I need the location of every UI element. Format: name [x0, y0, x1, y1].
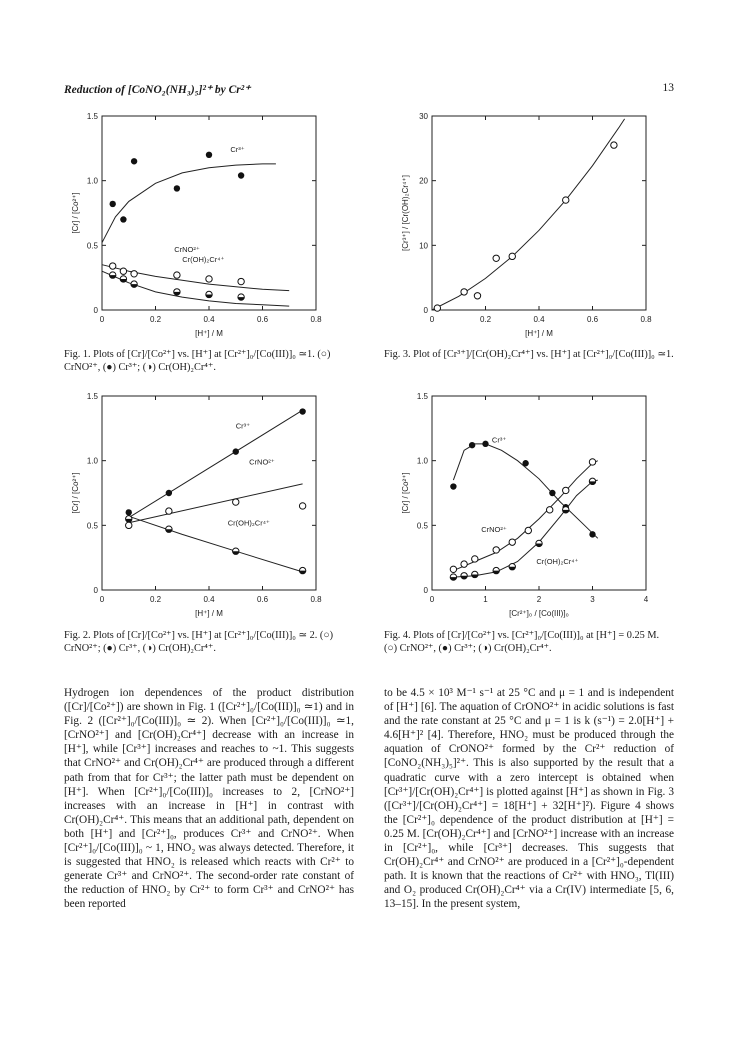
x-tick-label: 3: [590, 595, 595, 604]
data-point: [493, 567, 499, 573]
x-axis-label: [H⁺] / M: [195, 609, 223, 618]
data-point: [206, 152, 212, 158]
y-tick-label: 0: [423, 586, 428, 595]
data-point: [589, 531, 595, 537]
x-tick-label: 1: [483, 595, 488, 604]
series-curve: [102, 265, 289, 291]
figure-4-caption: Fig. 4. Plots of [Cr]/[Co²⁺] vs. [Cr²⁺]₀/[Co(III)]₀ at [H⁺] = 0.25 M. (○) CrNO²⁺, (●) Cr³⁺; (◑) Cr(OH)₂Cr⁴⁺.: [384, 630, 660, 654]
chart-svg: [58, 110, 328, 342]
data-point: [166, 490, 172, 496]
y-tick-label: 0: [93, 586, 98, 595]
data-point: [131, 158, 137, 164]
series-label: Cr(OH)₂Cr⁴⁺: [227, 518, 270, 528]
data-point: [131, 281, 137, 287]
data-point: [563, 507, 569, 513]
y-tick-label: 1.5: [416, 392, 428, 401]
series-curve: [102, 271, 289, 306]
figure-1-caption: Fig. 1. Plots of [Cr]/[Co²⁺] vs. [H⁺] at [Cr²⁺]₀/[Co(III)]₀ ≃1. (○) CrNO²⁺, (●) Cr³⁺; (◑) Cr(OH)₂Cr⁴⁺.: [64, 349, 331, 373]
data-point: [299, 567, 305, 573]
y-axis-label: [Cr] / [Co²⁺]: [71, 472, 80, 514]
y-tick-label: 20: [419, 176, 428, 186]
x-tick-label: 0.6: [586, 315, 599, 324]
running-title: Reduction of [CoNO₂(NH₃)₅]²⁺ by Cr²⁺: [64, 84, 251, 96]
x-tick-label: 0.4: [533, 315, 545, 324]
series-label: Cr³⁺: [230, 145, 245, 155]
data-point: [174, 289, 180, 295]
data-point: [472, 556, 478, 562]
x-tick-label: 0.4: [203, 595, 215, 604]
data-point: [126, 522, 132, 528]
data-point: [461, 561, 467, 567]
data-point: [509, 253, 515, 259]
y-tick-label: 1.5: [86, 392, 98, 401]
data-point: [611, 142, 617, 148]
series-curve: [129, 410, 303, 517]
y-tick-label: 0: [423, 306, 428, 315]
x-tick-label: 0.6: [256, 315, 269, 324]
figure-4-chart: [388, 390, 658, 622]
data-point: [174, 185, 180, 191]
data-point: [493, 547, 499, 553]
data-point: [166, 526, 172, 532]
x-tick-label: 0.8: [640, 315, 652, 324]
data-point: [549, 490, 555, 496]
data-point: [469, 442, 475, 448]
series-curve: [102, 164, 276, 243]
chart-svg: [388, 110, 658, 342]
series-curve: [129, 484, 303, 523]
data-point: [238, 278, 244, 284]
x-tick-label: 0: [429, 315, 435, 324]
x-tick-label: 0.4: [203, 315, 215, 324]
y-tick-label: 1.0: [86, 176, 98, 186]
data-point: [474, 293, 480, 299]
data-point: [110, 201, 116, 207]
y-tick-label: 30: [419, 112, 428, 121]
data-point: [461, 289, 467, 295]
y-axis-label: [Cr³⁺] / [Cr(OH)₂Cr⁴⁺]: [401, 175, 410, 251]
figure-2-chart: [58, 390, 328, 622]
series-curve: [129, 516, 303, 572]
data-point: [233, 448, 239, 454]
data-point: [126, 516, 132, 522]
data-point: [206, 276, 212, 282]
data-point: [233, 499, 239, 505]
data-point: [126, 509, 132, 515]
data-point: [238, 294, 244, 300]
figure-2-caption: Fig. 2. Plots of [Cr]/[Co²⁺] vs. [H⁺] at [Cr²⁺]₀/[Co(III)]₀ ≃ 2. (○) CrNO²⁺; (●) Cr³⁺, (◑) Cr(OH)₂Cr⁴⁺.: [64, 630, 333, 654]
x-tick-label: 0.2: [479, 315, 492, 324]
data-point: [509, 564, 515, 570]
series-label: CrNO²⁺: [174, 244, 200, 254]
x-tick-label: 2: [536, 595, 542, 604]
data-point: [547, 507, 553, 513]
series-curve: [432, 119, 625, 310]
x-tick-label: 0.8: [310, 315, 322, 324]
x-axis-label: [H⁺] / M: [525, 329, 553, 338]
x-tick-label: 4: [643, 595, 649, 604]
data-point: [131, 271, 137, 277]
data-point: [589, 459, 595, 465]
x-tick-label: 0: [429, 595, 435, 604]
data-point: [461, 573, 467, 579]
x-tick-label: 0.2: [149, 315, 162, 324]
data-point: [120, 268, 126, 274]
data-point: [482, 441, 488, 447]
data-point: [522, 460, 528, 466]
data-point: [434, 305, 440, 311]
series-label: Cr(OH)₂Cr⁴⁺: [536, 557, 579, 567]
data-point: [120, 216, 126, 222]
chart-svg: [58, 390, 328, 622]
series-label: Cr³⁺: [491, 435, 507, 445]
data-point: [110, 272, 116, 278]
data-point: [525, 527, 531, 533]
y-tick-label: 1.5: [86, 112, 98, 121]
body-paragraph: Hydrogen ion dependences of the product distribution ([Cr]/[Co²⁺]) are shown in Fig. 1 ([Cr²⁺]₀/[Co(III)]₀ ≃1) and in Fig. 2 ([Cr²⁺]₀/[Co(III)]₀ ≃ 2). When [Cr²⁺]₀/[Co(III)]₀ ≃1, [CrNO²⁺] and [Cr(OH)₂Cr⁴⁺] decrease with an increase in [H⁺], while [Cr³⁺] increases and reaches to ~1. This suggests that CrNO²⁺ and Cr(OH)₂Cr⁴⁺ are produced through a different path from that for Cr³⁺; the latter path must be dependent on [H⁺]. When [Cr²⁺]₀/[Co(III)]₀ increases to 2, [CrNO²⁺] increases with an increase in [H⁺] in contrast with Cr(OH)₂Cr⁴⁺. This means that an additional path, dependent on both [H⁺] and [Cr²⁺]₀, produces Cr³⁺ and CrNO²⁺. When [Cr²⁺]₀/[Co(III)]₀ ~ 1, HNO₂ was always detected. Therefore, it is suggested that HNO₂ is released which reacts with Cr²⁺ to generate Cr³⁺ and CrNO²⁺. The second-order rate constant of the reduction of HNO₂ by Cr²⁺ to form Cr³⁺ and CrNO²⁺ has been reported: [64, 687, 354, 911]
y-tick-label: 0: [93, 306, 98, 315]
data-point: [493, 255, 499, 261]
data-point: [120, 276, 126, 282]
data-point: [589, 478, 595, 484]
data-point: [509, 539, 515, 545]
y-tick-label: 10: [419, 241, 428, 251]
data-point: [450, 566, 456, 572]
body-column-right: [384, 686, 674, 912]
series-curve: [453, 444, 597, 538]
data-point: [450, 574, 456, 580]
series-label: CrNO²⁺: [481, 524, 507, 534]
x-tick-label: 0.2: [149, 595, 162, 604]
data-point: [450, 483, 456, 489]
body-column-left: [64, 686, 354, 912]
y-tick-label: 0.5: [86, 241, 98, 251]
figure-3-caption: Fig. 3. Plot of [Cr³⁺]/[Cr(OH)₂Cr⁴⁺] vs. [H⁺] at [Cr²⁺]₀/[Co(III)]₀ ≃1.: [384, 349, 674, 360]
x-tick-label: 0.8: [310, 595, 322, 604]
series-label: Cr(OH)₂Cr⁴⁺: [182, 255, 225, 265]
data-point: [536, 540, 542, 546]
data-point: [563, 487, 569, 493]
data-point: [166, 508, 172, 514]
series-label: Cr³⁺: [235, 421, 251, 431]
series-label: CrNO²⁺: [249, 457, 275, 467]
chart-svg: [388, 390, 658, 622]
running-header: [64, 82, 674, 98]
figure-3-chart: [388, 110, 658, 342]
data-point: [110, 263, 116, 269]
figure-1-chart: [58, 110, 328, 342]
y-tick-label: 1.0: [86, 456, 98, 466]
data-point: [174, 272, 180, 278]
x-tick-label: 0.6: [256, 595, 269, 604]
x-axis-label: [H⁺] / M: [195, 329, 223, 338]
data-point: [563, 197, 569, 203]
plot-frame: [102, 396, 316, 590]
data-point: [238, 172, 244, 178]
y-tick-label: 0.5: [86, 521, 98, 531]
page-number: 13: [662, 82, 674, 94]
x-tick-label: 0: [99, 595, 105, 604]
data-point: [299, 503, 305, 509]
y-axis-label: [Cr] / [Co²⁺]: [401, 472, 410, 514]
data-point: [299, 408, 305, 414]
data-point: [206, 291, 212, 297]
x-axis-label: [Cr²⁺]₀ / [Co(III)]₀: [509, 609, 569, 618]
y-tick-label: 1.0: [416, 456, 428, 466]
y-tick-label: 0.5: [416, 521, 428, 531]
data-point: [472, 571, 478, 577]
y-axis-label: [Cr] / [Co²⁺]: [71, 192, 80, 234]
body-paragraph: to be 4.5 × 10³ M⁻¹ s⁻¹ at 25 °C and μ = 1 and is independent of [H⁺] [6]. The aquation of CrONO²⁺ in acidic solutions is fast and the rate constant at 25 °C and μ = 1 is k (s⁻¹) = 2.0[H⁺] + 4.6[H⁺]² [4]. Therefore, HNO₂ must be produced through the aquation of CrONO²⁺ formed by the Cr²⁺ reduction of [CoNO₂(NH₃)₅]²⁺. This is also supported by the result that a quadratic curve with a zero intercept is obtained when [Cr³⁺]/[Cr(OH)₂Cr⁴⁺] is plotted against [H⁺] as shown in Fig. 3 ([Cr³⁺]/[Cr(OH)₂Cr⁴⁺] = 18[H⁺] + 32[H⁺]²). Figure 4 shows the [Cr²⁺]₀ dependence of the product distribution at [H⁺] = 0.25 M. [Cr(OH)₂Cr⁴⁺] and [CrNO²⁺] increase with an increase in [Cr²⁺]₀, while [Cr³⁺] decreases. This suggests that Cr(OH)₂Cr⁴⁺ and CrNO²⁺ are produced in a [Cr²⁺]₀-dependent path. It is known that the reactions of Cr²⁺ with HNO₃, Tl(III) and O₂ produced Cr(OH)₂Cr⁴⁺ via a Cr(IV) intermediate [5, 6, 13–15]. In the present system,: [384, 687, 674, 911]
data-point: [233, 548, 239, 554]
x-tick-label: 0: [99, 315, 105, 324]
